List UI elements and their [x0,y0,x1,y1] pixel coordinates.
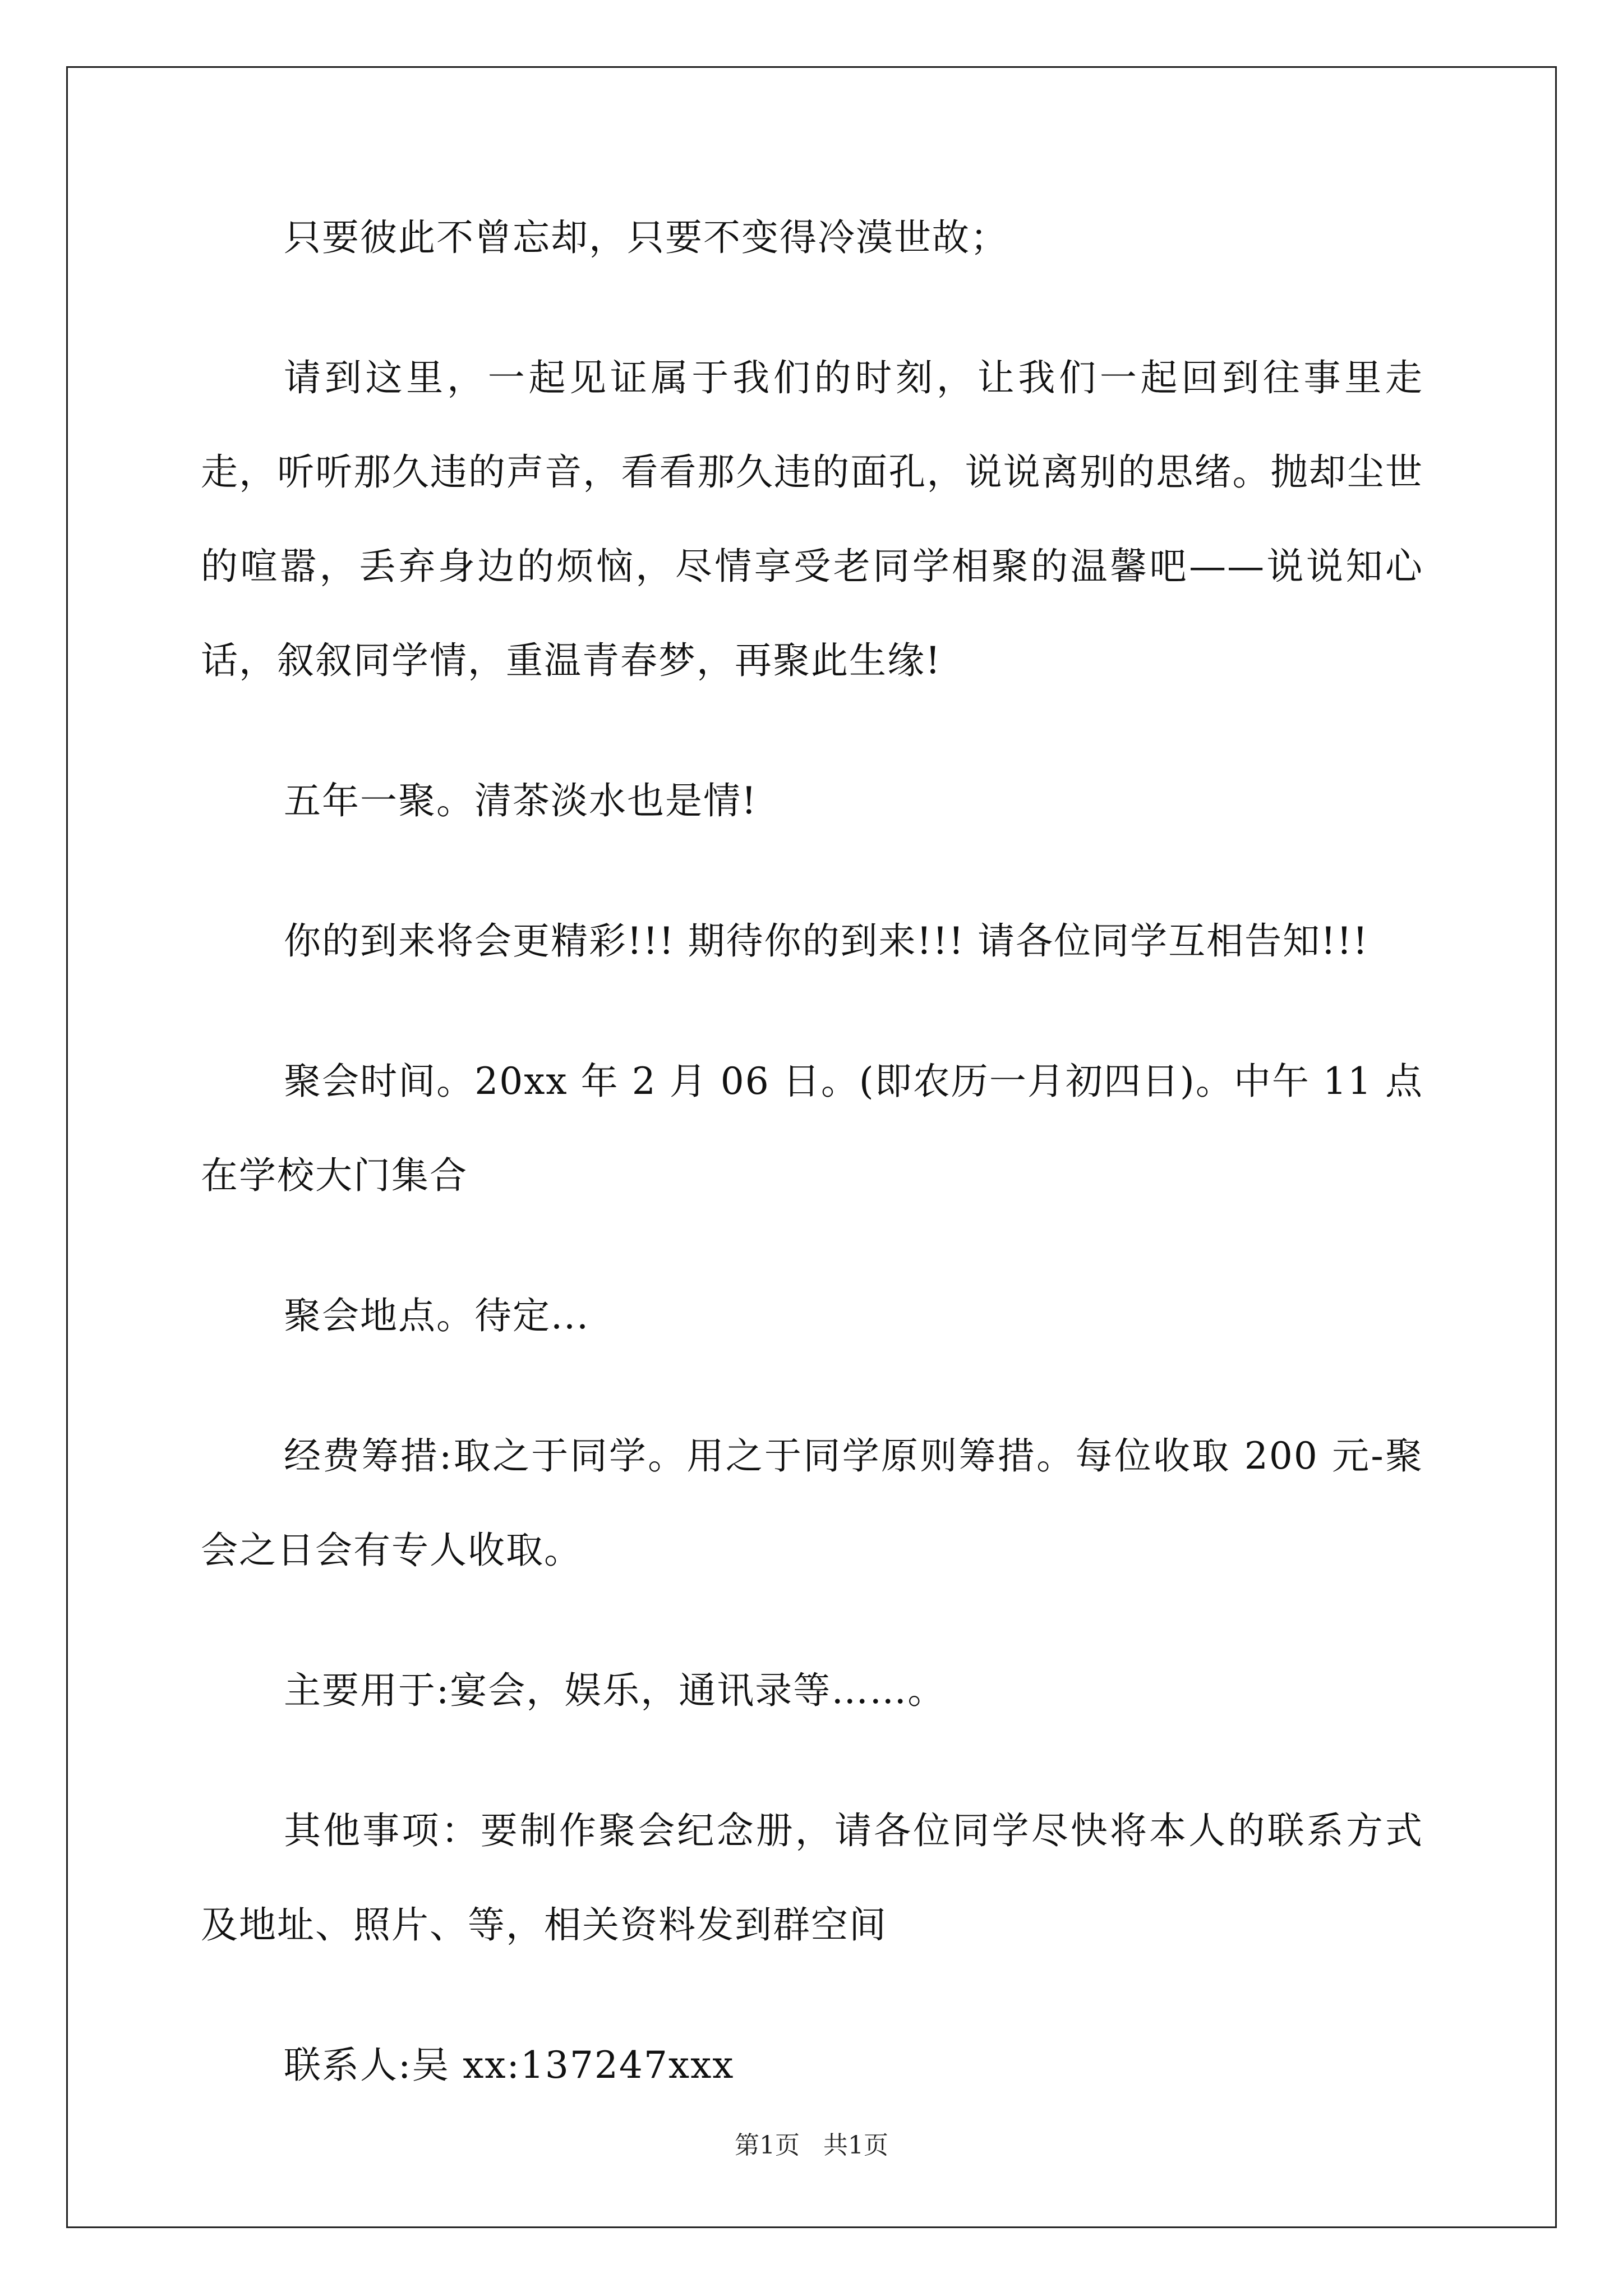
document-body [201,191,1423,2159]
paragraph-6: 聚会地点。待定... [284,1294,589,1337]
paragraph-9: 其他事项：要制作聚会纪念册，请各位同学尽快将本人的联系方式及地址、照片、等，相关资料发到群空间 [201,1809,1423,1947]
paragraph-5: 聚会时间。20xx 年 2 月 06 日。(即农历一月初四日)。中午 11 点在学校大门集合 [201,1060,1423,1197]
paragraph-7: 经费筹措:取之于同学。用之于同学原则筹措。每位收取 200 元-聚会之日会有专人收取。 [201,1434,1423,1572]
page-total: 共1页 [823,2131,888,2160]
paragraph-10: 联系人:吴 xx:137247xxx [284,2044,735,2087]
page-number: 第1页 [735,2131,800,2160]
paragraph-8: 主要用于:宴会，娱乐，通讯录等……。 [284,1669,946,1712]
paragraph-3: 五年一聚。清茶淡水也是情! [284,779,758,822]
paragraph-2: 请到这里，一起见证属于我们的时刻，让我们一起回到往事里走走，听听那久违的声音，看看那久违的面孔，说说离别的思绪。抛却尘世的喧嚣，丢弃身边的烦恼，尽情享受老同学相聚的温馨吧——说说知心话，叙叙同学情，重温青春梦，再聚此生缘! [201,356,1423,682]
paragraph-4: 你的到来将会更精彩!!! 期待你的到来!!! 请各位同学互相告知!!! [284,919,1369,963]
paragraph-1: 只要彼此不曾忘却，只要不变得冷漠世故； [284,216,1008,259]
page-footer [0,2125,1623,2161]
